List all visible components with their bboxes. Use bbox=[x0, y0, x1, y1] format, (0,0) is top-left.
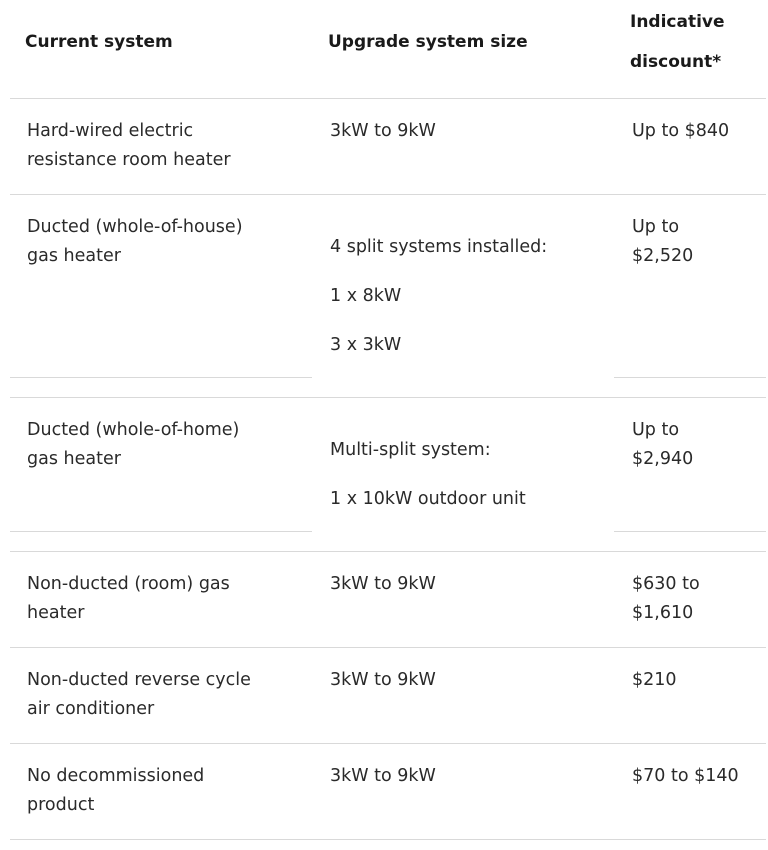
cell-line: product bbox=[27, 795, 95, 815]
upgrade-size-cell bbox=[330, 666, 436, 695]
cell-line: $2,940 bbox=[632, 449, 694, 469]
header-current-system: Current system bbox=[25, 32, 173, 52]
cell-line: 3kW to 9kW bbox=[330, 766, 436, 786]
current-system-cell bbox=[27, 213, 243, 271]
cell-line: Non-ducted (room) gas bbox=[27, 574, 230, 594]
header-discount-line-2: discount* bbox=[630, 52, 722, 72]
row-divider bbox=[10, 743, 766, 744]
discount-cell bbox=[632, 666, 677, 695]
cell-line: Hard-wired electric bbox=[27, 121, 194, 141]
current-system-cell bbox=[27, 666, 251, 724]
header-divider bbox=[10, 98, 766, 99]
cell-line: 3kW to 9kW bbox=[330, 574, 436, 594]
upgrade-size-cell bbox=[330, 570, 436, 599]
current-system-cell bbox=[27, 416, 239, 474]
cell-line: 1 x 10kW outdoor unit bbox=[330, 489, 526, 509]
cell-line: $70 to $140 bbox=[632, 766, 739, 786]
cell-line: 4 split systems installed: bbox=[330, 237, 548, 257]
discount-cell bbox=[632, 117, 729, 146]
cell-line: Ducted (whole-of-house) bbox=[27, 217, 243, 237]
cell-line: gas heater bbox=[27, 246, 121, 266]
row-divider bbox=[10, 647, 766, 648]
row-divider-segment bbox=[614, 377, 766, 378]
cell-line: 3kW to 9kW bbox=[330, 121, 436, 141]
cell-line: $210 bbox=[632, 670, 677, 690]
cell-line: 1 x 8kW bbox=[330, 286, 402, 306]
cell-line: Non-ducted reverse cycle bbox=[27, 670, 251, 690]
upgrade-size-cell bbox=[330, 233, 547, 360]
cell-line: gas heater bbox=[27, 449, 121, 469]
row-divider-segment bbox=[10, 377, 312, 378]
upgrade-size-cell bbox=[330, 436, 526, 514]
current-system-cell bbox=[27, 762, 204, 820]
cell-line: Ducted (whole-of-home) bbox=[27, 420, 240, 440]
header-upgrade-system-size: Upgrade system size bbox=[328, 32, 528, 52]
row-divider bbox=[10, 551, 766, 552]
cell-line: heater bbox=[27, 603, 85, 623]
cell-line: Up to bbox=[632, 420, 680, 440]
row-divider bbox=[10, 194, 766, 195]
current-system-cell bbox=[27, 117, 231, 175]
upgrade-size-cell bbox=[330, 762, 436, 791]
upgrade-size-cell bbox=[330, 117, 436, 146]
cell-line: Up to bbox=[632, 217, 680, 237]
discount-cell bbox=[632, 416, 693, 474]
cell-line: $2,520 bbox=[632, 246, 694, 266]
discount-cell bbox=[632, 213, 693, 271]
current-system-cell bbox=[27, 570, 230, 628]
cell-line: No decommissioned bbox=[27, 766, 205, 786]
cell-line: $630 to bbox=[632, 574, 700, 594]
cell-line: Up to $840 bbox=[632, 121, 730, 141]
cell-line: resistance room heater bbox=[27, 150, 231, 170]
row-divider bbox=[10, 397, 766, 398]
row-divider-segment bbox=[614, 531, 766, 532]
discount-cell bbox=[632, 762, 739, 791]
cell-line: 3 x 3kW bbox=[330, 335, 402, 355]
cell-line: $1,610 bbox=[632, 603, 694, 623]
header-indicative-discount bbox=[630, 2, 725, 82]
cell-line: 3kW to 9kW bbox=[330, 670, 436, 690]
header-discount-line-1: Indicative bbox=[630, 12, 725, 32]
cell-line: Multi-split system: bbox=[330, 440, 491, 460]
discount-cell bbox=[632, 570, 700, 628]
row-divider bbox=[10, 839, 766, 840]
row-divider-segment bbox=[10, 531, 312, 532]
cell-line: air conditioner bbox=[27, 699, 155, 719]
